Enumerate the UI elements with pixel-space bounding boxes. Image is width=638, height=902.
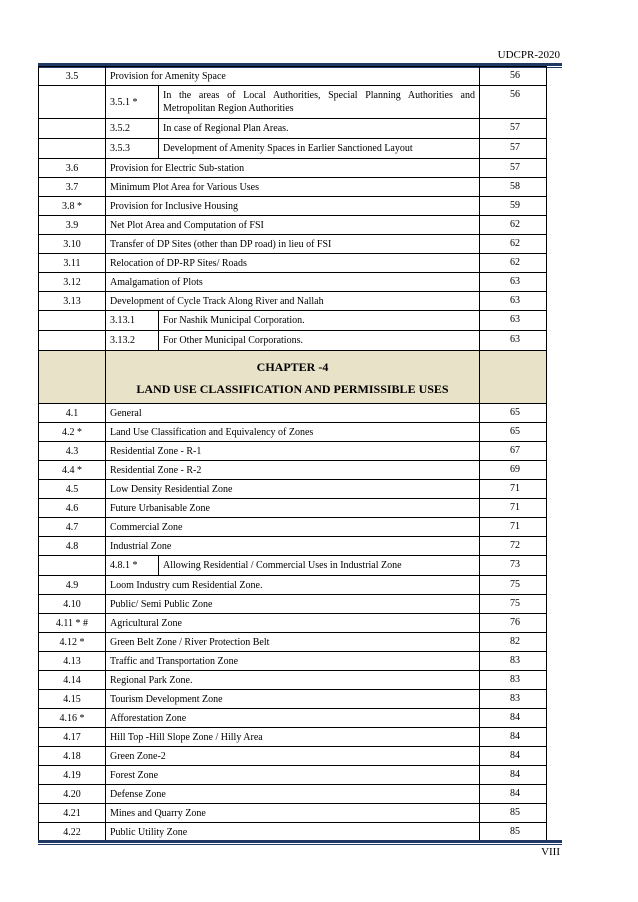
page-ref: 59 <box>480 197 547 216</box>
page-ref: 82 <box>480 633 547 652</box>
section-number: 4.15 <box>39 690 106 709</box>
toc-row <box>39 404 547 423</box>
subsection-number: 3.13.2 <box>106 331 159 350</box>
section-number: 4.18 <box>39 747 106 766</box>
toc-row <box>39 671 547 690</box>
section-number: 4.16 * <box>39 709 106 728</box>
subsection-number: 4.8.1 * <box>106 556 159 575</box>
subsection-title: Development of Amenity Spaces in Earlier Sanctioned Layout <box>163 143 413 154</box>
toc-row <box>39 747 547 766</box>
page-ref: 57 <box>480 119 547 139</box>
toc-row <box>39 728 547 747</box>
toc-row <box>39 614 547 633</box>
page-ref: 57 <box>480 139 547 159</box>
toc-row <box>39 67 547 86</box>
subsection-title: For Other Municipal Corporations. <box>163 335 303 346</box>
section-number: 4.3 <box>39 442 106 461</box>
toc-row <box>39 159 547 178</box>
page-ref: 65 <box>480 423 547 442</box>
page-ref: 63 <box>480 331 547 351</box>
section-title: Hill Top -Hill Slope Zone / Hilly Area <box>106 728 480 747</box>
toc-row <box>39 423 547 442</box>
toc-row <box>39 254 547 273</box>
section-title: Tourism Development Zone <box>106 690 480 709</box>
page-ref: 62 <box>480 216 547 235</box>
section-number: 3.12 <box>39 273 106 292</box>
section-number: 3.11 <box>39 254 106 273</box>
toc-row <box>39 690 547 709</box>
page-ref: 83 <box>480 690 547 709</box>
section-number: 3.9 <box>39 216 106 235</box>
page-ref: 56 <box>480 67 547 86</box>
page-ref: 56 <box>480 86 547 119</box>
section-title: Transfer of DP Sites (other than DP road) in lieu of FSI <box>106 235 480 254</box>
document-header: UDCPR-2020 <box>497 49 560 61</box>
page-ref: 83 <box>480 652 547 671</box>
section-number: 3.10 <box>39 235 106 254</box>
section-title: Forest Zone <box>106 766 480 785</box>
section-number: 4.13 <box>39 652 106 671</box>
section-title: Residential Zone - R-2 <box>106 461 480 480</box>
toc-row <box>39 461 547 480</box>
page-ref: 62 <box>480 235 547 254</box>
section-title: Minimum Plot Area for Various Uses <box>106 178 480 197</box>
page-ref: 84 <box>480 709 547 728</box>
page-ref: 72 <box>480 537 547 556</box>
section-title: Regional Park Zone. <box>106 671 480 690</box>
section-number: 4.1 <box>39 404 106 423</box>
page-ref: 73 <box>480 556 547 576</box>
toc-subrow <box>39 139 547 159</box>
toc-table <box>38 66 547 842</box>
page-ref: 84 <box>480 728 547 747</box>
toc-row <box>39 804 547 823</box>
page-ref: 75 <box>480 595 547 614</box>
page-ref: 84 <box>480 785 547 804</box>
subsection-number: 3.13.1 <box>106 311 159 330</box>
toc-row <box>39 235 547 254</box>
section-number: 4.17 <box>39 728 106 747</box>
section-title: Traffic and Transportation Zone <box>106 652 480 671</box>
section-title: Industrial Zone <box>106 537 480 556</box>
section-title: Green Belt Zone / River Protection Belt <box>106 633 480 652</box>
section-title: Provision for Inclusive Housing <box>106 197 480 216</box>
toc-row <box>39 178 547 197</box>
page-ref: 71 <box>480 499 547 518</box>
section-title: Afforestation Zone <box>106 709 480 728</box>
page-ref: 85 <box>480 804 547 823</box>
toc-section-chapter-3 <box>39 67 547 351</box>
subsection-title: Allowing Residential / Commercial Uses in Industrial Zone <box>163 560 402 571</box>
section-title: Provision for Electric Sub-station <box>106 159 480 178</box>
page-ref: 69 <box>480 461 547 480</box>
toc-row <box>39 292 547 311</box>
chapter-title: LAND USE CLASSIFICATION AND PERMISSIBLE USES <box>136 382 449 396</box>
toc-row <box>39 480 547 499</box>
section-number: 4.8 <box>39 537 106 556</box>
section-title: Land Use Classification and Equivalency of Zones <box>106 423 480 442</box>
page-ref: 67 <box>480 442 547 461</box>
section-title: Defense Zone <box>106 785 480 804</box>
section-number: 4.2 * <box>39 423 106 442</box>
page-ref: 62 <box>480 254 547 273</box>
section-number: 4.6 <box>39 499 106 518</box>
subsection-title: In the areas of Local Authorities, Special Planning Authorities and Metropolitan Region Authorities <box>163 90 475 114</box>
page-ref: 85 <box>480 823 547 842</box>
toc-subrow <box>39 556 547 576</box>
subsection-number: 3.5.1 * <box>106 86 159 118</box>
section-title: Provision for Amenity Space <box>106 67 480 86</box>
subsection-number: 3.5.2 <box>106 119 159 138</box>
toc-row <box>39 442 547 461</box>
toc-subrow <box>39 119 547 139</box>
toc-row <box>39 197 547 216</box>
page-ref: 71 <box>480 480 547 499</box>
footer-rule <box>38 840 562 845</box>
toc-row <box>39 273 547 292</box>
section-title: Green Zone-2 <box>106 747 480 766</box>
toc-row <box>39 652 547 671</box>
chapter-heading-row <box>39 351 547 404</box>
toc-section-chapter-4 <box>39 404 547 842</box>
section-number: 3.13 <box>39 292 106 311</box>
section-number: 4.5 <box>39 480 106 499</box>
section-number: 3.5 <box>39 67 106 86</box>
page-ref: 65 <box>480 404 547 423</box>
section-title: Residential Zone - R-1 <box>106 442 480 461</box>
page-ref: 84 <box>480 766 547 785</box>
section-title: Mines and Quarry Zone <box>106 804 480 823</box>
page-ref: 83 <box>480 671 547 690</box>
section-number: 4.21 <box>39 804 106 823</box>
section-title: General <box>106 404 480 423</box>
subsection-title: In case of Regional Plan Areas. <box>163 123 289 134</box>
toc-row <box>39 576 547 595</box>
toc-subrow <box>39 86 547 119</box>
section-number: 4.12 * <box>39 633 106 652</box>
page-ref: 63 <box>480 292 547 311</box>
section-number: 3.8 * <box>39 197 106 216</box>
toc-subrow <box>39 331 547 351</box>
toc-row <box>39 785 547 804</box>
toc-row <box>39 216 547 235</box>
section-number: 4.20 <box>39 785 106 804</box>
section-title: Net Plot Area and Computation of FSI <box>106 216 480 235</box>
section-number: 3.6 <box>39 159 106 178</box>
page-ref: 71 <box>480 518 547 537</box>
page-ref: 63 <box>480 273 547 292</box>
page-ref: 63 <box>480 311 547 331</box>
section-title: Public/ Semi Public Zone <box>106 595 480 614</box>
section-title: Development of Cycle Track Along River and Nallah <box>106 292 480 311</box>
toc-row <box>39 499 547 518</box>
section-number: 4.10 <box>39 595 106 614</box>
section-number: 4.7 <box>39 518 106 537</box>
section-title: Future Urbanisable Zone <box>106 499 480 518</box>
section-number: 4.9 <box>39 576 106 595</box>
section-title: Loom Industry cum Residential Zone. <box>106 576 480 595</box>
toc-row <box>39 595 547 614</box>
page-ref: 75 <box>480 576 547 595</box>
subsection-number: 3.5.3 <box>106 139 159 158</box>
section-number: 4.14 <box>39 671 106 690</box>
section-title: Agricultural Zone <box>106 614 480 633</box>
toc-row <box>39 633 547 652</box>
page-number: VIII <box>541 846 560 858</box>
section-number: 4.11 * # <box>39 614 106 633</box>
toc-row <box>39 537 547 556</box>
page-ref: 58 <box>480 178 547 197</box>
page-ref: 76 <box>480 614 547 633</box>
section-title: Public Utility Zone <box>106 823 480 842</box>
section-title: Amalgamation of Plots <box>106 273 480 292</box>
section-title: Relocation of DP-RP Sites/ Roads <box>106 254 480 273</box>
toc-row <box>39 823 547 842</box>
section-number: 4.19 <box>39 766 106 785</box>
section-number: 4.4 * <box>39 461 106 480</box>
chapter-number: CHAPTER -4 <box>256 360 329 374</box>
toc-row <box>39 518 547 537</box>
toc-row <box>39 766 547 785</box>
toc-row <box>39 709 547 728</box>
section-title: Low Density Residential Zone <box>106 480 480 499</box>
page-ref: 57 <box>480 159 547 178</box>
section-number: 3.7 <box>39 178 106 197</box>
toc-subrow <box>39 311 547 331</box>
section-number: 4.22 <box>39 823 106 842</box>
section-title: Commercial Zone <box>106 518 480 537</box>
subsection-title: For Nashik Municipal Corporation. <box>163 315 305 326</box>
page-ref: 84 <box>480 747 547 766</box>
